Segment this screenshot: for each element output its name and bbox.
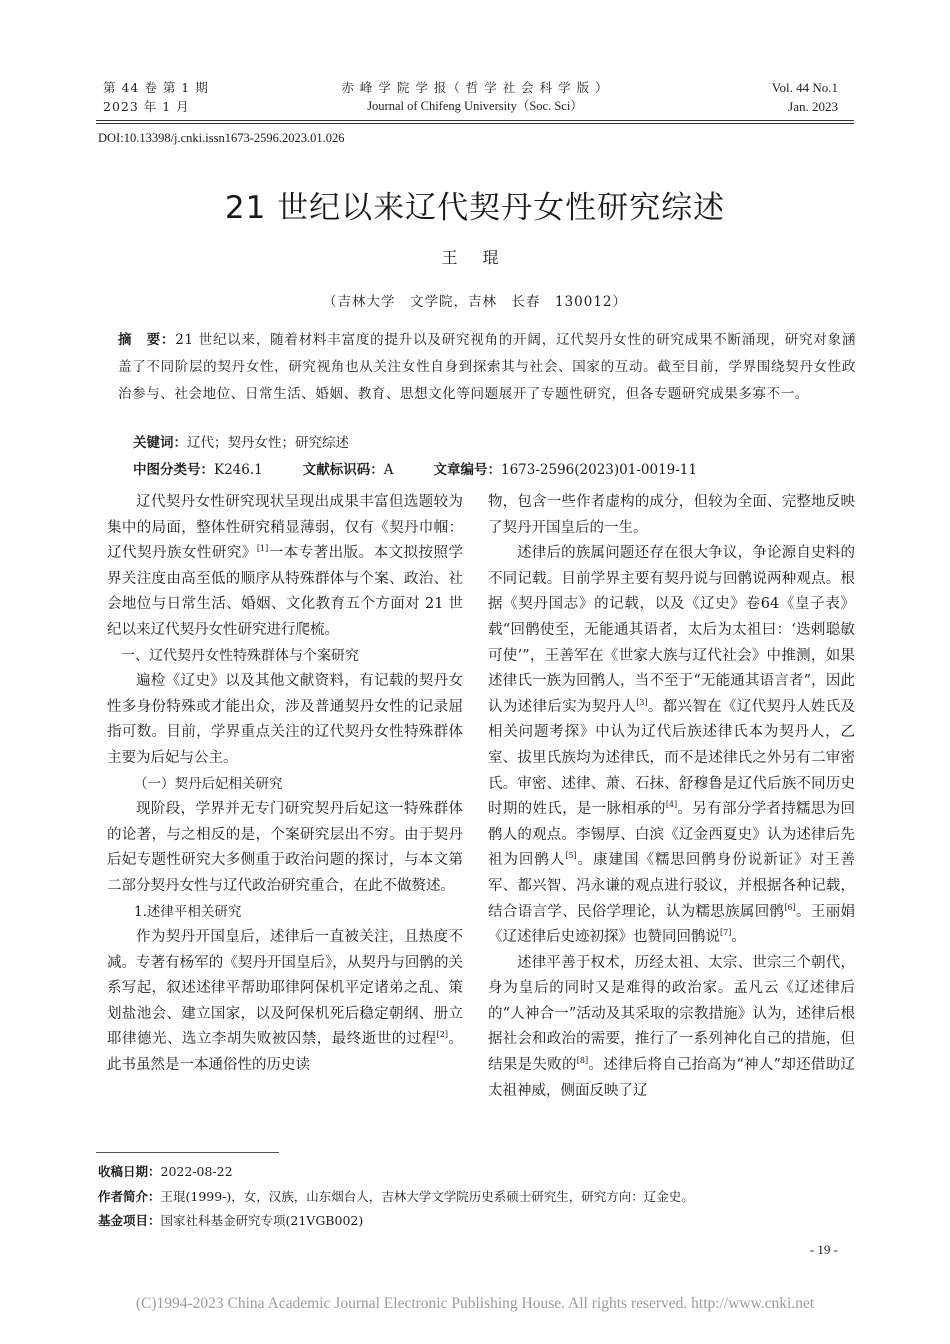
doc-code-value: A — [383, 462, 394, 478]
funding-text: 国家社科基金研究专项(21VGB002) — [160, 1213, 364, 1228]
abstract-label: 摘 要： — [118, 332, 176, 348]
received-date: 2022-08-22 — [160, 1164, 233, 1179]
article-title: 21 世纪以来辽代契丹女性研究综述 — [224, 190, 726, 226]
paragraph-text: 。康建国《糯思回鹘身份说新证》对王善军、都兴智、冯永谦的观点进行驳议，并根据各种记载，结合语言学、民俗学理论，认为糯思族属回鹘 — [488, 852, 856, 920]
clc-value: K246.1 — [214, 462, 263, 478]
footnote-funding — [98, 1211, 858, 1231]
keywords-label: 关键词： — [133, 435, 187, 451]
footnote-received — [98, 1162, 858, 1182]
received-label: 收稿日期： — [98, 1164, 161, 1179]
keywords — [133, 430, 853, 457]
journal-name-cn: 赤 峰 学 院 学 报（ 哲 学 社 会 科 学 版 ） — [341, 80, 609, 95]
clc-label: 中图分类号： — [133, 462, 214, 478]
paragraph-text: 。此书虽然是一本通俗性的历史读 — [107, 1031, 464, 1074]
article-number-label: 文章编号： — [433, 462, 501, 478]
bio-text: 王琨(1999-)，女，汉族，山东烟台人，吉林大学文学院历史系硕士研究生，研究方向：辽金史。 — [160, 1189, 694, 1204]
section-heading: 一、辽代契丹女性特殊群体与个案研究 — [121, 647, 359, 664]
abstract-text: 21 世纪以来，随着材料丰富度的提升以及研究视角的开阔，辽代契丹女性的研究成果不断涌现，研究对象涵盖了不同阶层的契丹女性，研究视角也从关注女性自身到探索其与社会、国家的互动。截至目前，学界围绕契丹女性政治参与、社会地位、日常生活、婚姻、教育、思想文化等问题展开了专题性研究，但各专题研究成果多寡不一。 — [118, 332, 856, 402]
copyright-watermark: (C)1994-2023 China Academic Journal Electronic Publishing House. All rights reserved. http://www.cnki.net — [135, 1295, 815, 1312]
issue-info — [103, 78, 209, 116]
volume-info — [772, 78, 838, 116]
paragraph: 物，包含一些作者虚构的成分，但较为全面、完整地反映了契丹开国皇后的一生。 — [488, 494, 855, 536]
footnote-author-bio — [98, 1187, 858, 1207]
funding-label: 基金项目： — [98, 1213, 161, 1228]
paragraph-text: 。都兴智在《辽代契丹人姓氏及相关问题考探》中认为辽代后族述律氏本为契丹人，乙室、拔里氏族均为述律氏，而不是述律氏之外另有二审密氏。审密、述律、萧、石抹、舒穆鲁是辽代后族不同历史时期的姓氏，是一脉相承的 — [488, 698, 856, 818]
paragraph — [107, 925, 463, 1079]
paragraph — [488, 951, 855, 1105]
paragraph — [488, 541, 855, 951]
paragraph-text: 作为契丹开国皇后，述律后一直被关注，且热度不减。专著有杨军的《契丹开国皇后》，从契丹与回鹘的关系写起，叙述述律平帮助耶律阿保机平定诸弟之乱、策划盐池会、建立国家，以及阿保机死后稳定朝纲、册立耶律德光、选立李胡失败被囚禁，最终逝世的过程 — [107, 929, 463, 1048]
citation[interactable]: [7] — [720, 928, 732, 938]
author-name: 王 琨 — [441, 248, 509, 267]
citation[interactable]: [4] — [665, 800, 678, 810]
page-number: - 19 - — [809, 1242, 838, 1257]
journal-name-en: Journal of Chifeng University（Soc. Sci） — [367, 99, 583, 113]
paragraph-text: 辽代契丹女性研究现状呈现出成果丰富但选题较为集中的局面，整体性研究稍显薄弱，仅有《契丹巾帼：辽代契丹族女性研究》 — [107, 494, 463, 562]
citation[interactable]: [2] — [436, 1030, 449, 1040]
paragraph — [107, 490, 463, 644]
citation[interactable]: [1] — [256, 544, 269, 554]
header-rule-secondary — [96, 123, 854, 124]
body-left-column — [107, 490, 463, 1079]
abstract — [118, 327, 856, 408]
paragraph: 现阶段，学界并无专门研究契丹后妃这一特殊群体的论著，与之相反的是，个案研究层出不穷。由于契丹后妃专题性研究大多侧重于政治问题的探讨，与本文第二部分契丹女性与辽代政治研究重合，在此不做赘述。 — [107, 801, 463, 894]
footnote-rule — [96, 1152, 279, 1153]
author-affiliation: （吉林大学 文学院，吉林 长春 130012） — [322, 294, 628, 310]
header-rule — [96, 120, 854, 121]
doc-code-label: 文献标识码： — [302, 462, 384, 478]
paragraph: 遍检《辽史》以及其他文献资料，有记载的契丹女性多身份特殊或才能出众，涉及普通契丹女性的记录屈指可数。目前，学界重点关注的辽代契丹女性特殊群体主要为后妃与公主。 — [107, 673, 463, 766]
citation[interactable]: [6] — [784, 902, 796, 912]
subsection-heading: （一）契丹后妃相关研究 — [134, 775, 283, 792]
paragraph-text: 述律后的族属问题还存在很大争议，争论源自史料的不同记载。目前学界主要有契丹说与回鹘说两种观点。根据《契丹国志》的记载，以及《辽史》卷64《皇子表》载“回鹘使至，无能通其语者，太后为太祖曰：‘迭剌聪敏可使’”，王善军在《世家大族与辽代社会》中推测，如果述律氏一族为回鹘人，当不至于“无能通其语言者”，因此认为述律后实为契丹人 — [488, 545, 855, 715]
subsubsection-heading: 1.述律平相关研究 — [134, 903, 242, 920]
journal-name — [250, 78, 700, 116]
body-right-column — [488, 490, 855, 1104]
classification-line — [133, 457, 853, 484]
paragraph-text: 。述律后将自己抬高为“神人”却还借助辽太祖神威，侧面反映了辽 — [488, 1057, 856, 1099]
bio-label: 作者简介： — [98, 1189, 161, 1204]
paragraph-text: 一本专著出版。本文拟按照学界关注度由高至低的顺序从特殊群体与个案、政治、社会地位与日常生活、婚姻、文化教育五个方面对 21 世纪以来辽代契丹女性研究进行爬梳。 — [107, 545, 464, 638]
paragraph-text: 。 — [731, 929, 746, 946]
keywords-text: 辽代；契丹女性；研究综述 — [187, 435, 349, 451]
citation[interactable]: [3] — [636, 697, 648, 707]
issue-date: 2023 年 1 月 — [103, 99, 190, 114]
citation[interactable]: [5] — [565, 851, 577, 861]
paragraph-text: 。王丽娟《辽述律后史迹初探》也赞同回鹘说 — [488, 903, 856, 946]
issue-number: 第 44 卷 第 1 期 — [103, 80, 209, 95]
date-en: Jan. 2023 — [788, 99, 838, 114]
volume-en: Vol. 44 No.1 — [771, 80, 838, 95]
citation[interactable]: [8] — [576, 1056, 589, 1066]
article-number-value: 1673-2596(2023)01-0019-11 — [500, 462, 697, 478]
paragraph-text: 述律平善于权术，历经太祖、太宗、世宗三个朝代，身为皇后的同时又是难得的政治家。孟凡云《辽述律后的“人神合一”活动及其采取的宗教措施》认为，述律后根据社会和政治的需要，推行了一系列神化自己的措施，但结果是失败的 — [488, 954, 855, 1074]
doi[interactable]: DOI:10.13398/j.cnki.issn1673-2596.2023.01.026 — [98, 131, 345, 145]
paragraph-text: 。另有部分学者持糯思为回鹘人的观点。李锡厚、白滨《辽金西夏史》认为述律后先祖为回鹘人 — [488, 801, 855, 869]
